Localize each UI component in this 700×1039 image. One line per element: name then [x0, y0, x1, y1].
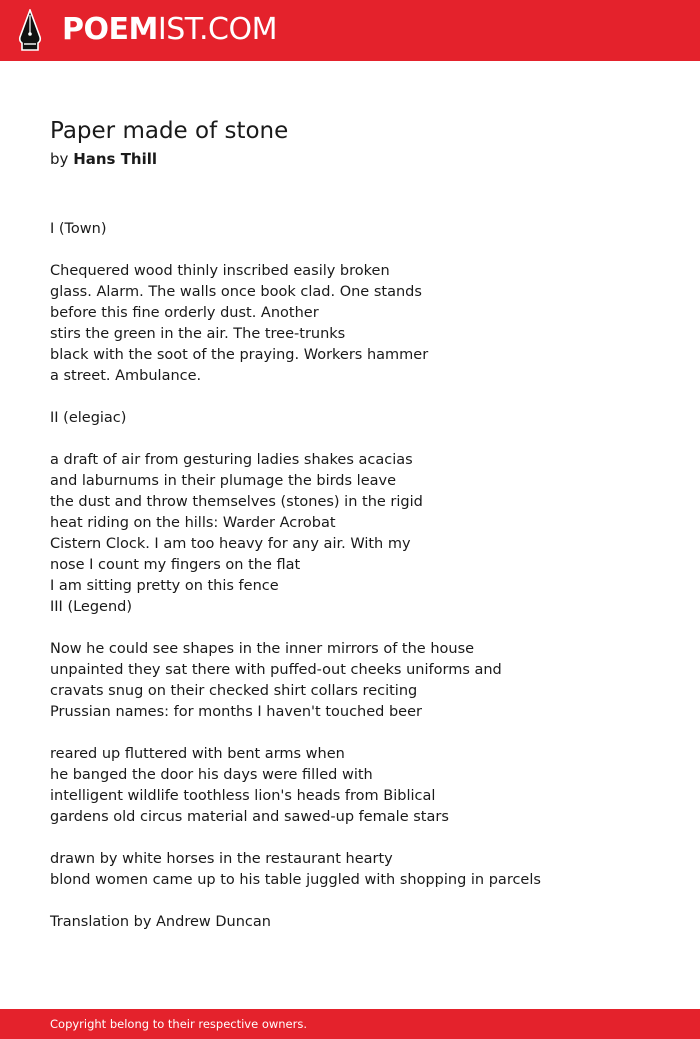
poem-line: Now he could see shapes in the inner mirrors of the house [50, 641, 475, 657]
poem-line: I (Town) [50, 221, 107, 237]
poem-line: glass. Alarm. The walls once book clad. One stands [50, 284, 422, 300]
poem-line [50, 828, 670, 849]
poem-line: cravats snug on their checked shirt collars reciting [50, 683, 418, 699]
poem-line: unpainted they sat there with puffed-out cheeks uniforms and [50, 662, 502, 678]
poem-line: stirs the green in the air. The tree-trunks [50, 326, 346, 342]
poem-title: Paper made of stone [50, 118, 289, 144]
byline [50, 149, 157, 169]
poem-line [50, 387, 670, 408]
by-label: by [50, 150, 69, 168]
poem-line: II (elegiac) [50, 410, 127, 426]
poem-line: before this fine orderly dust. Another [50, 305, 319, 321]
poem-line [50, 891, 670, 912]
author-name: Hans Thill [73, 150, 158, 168]
site-header [0, 0, 700, 61]
poem-line: he banged the door his days were filled with [50, 767, 373, 783]
poem-line: gardens old circus material and sawed-up female stars [50, 809, 449, 825]
poem-line: Prussian names: for months I haven't touched beer [50, 704, 422, 720]
copyright-text: Copyright belong to their respective owners. [50, 1017, 308, 1031]
poem-line: Chequered wood thinly inscribed easily broken [50, 263, 390, 279]
poem-line [50, 618, 670, 639]
poem-line: I am sitting pretty on this fence [50, 578, 279, 594]
poem-line: black with the soot of the praying. Workers hammer [50, 347, 429, 363]
poem-body [50, 219, 670, 933]
poem-line: heat riding on the hills: Warder Acrobat [50, 515, 336, 531]
poem-line: intelligent wildlife toothless lion's heads from Biblical [50, 788, 436, 804]
poem-line: III (Legend) [50, 599, 133, 615]
logo-bold-text: POEM [62, 12, 158, 47]
poem-line: blond women came up to his table juggled with shopping in parcels [50, 872, 541, 888]
pen-nib-icon [18, 9, 42, 51]
logo-light-text: IST.COM [157, 12, 277, 47]
site-footer [0, 1009, 700, 1039]
poem-line [50, 240, 670, 261]
poem-line: reared up fluttered with bent arms when [50, 746, 345, 762]
poem-line: the dust and throw themselves (stones) in the rigid [50, 494, 423, 510]
poem-line: and laburnums in their plumage the birds leave [50, 473, 397, 489]
poem-line: drawn by white horses in the restaurant hearty [50, 851, 393, 867]
poem-line: a street. Ambulance. [50, 368, 202, 384]
poem-line: nose I count my fingers on the flat [50, 557, 301, 573]
poem-line [50, 429, 670, 450]
poem-line: a draft of air from gesturing ladies shakes acacias [50, 452, 413, 468]
poem-line: Translation by Andrew Duncan [50, 914, 271, 930]
site-logo[interactable] [62, 13, 277, 47]
poem-line [50, 723, 670, 744]
poem-line: Cistern Clock. I am too heavy for any air. With my [50, 536, 411, 552]
